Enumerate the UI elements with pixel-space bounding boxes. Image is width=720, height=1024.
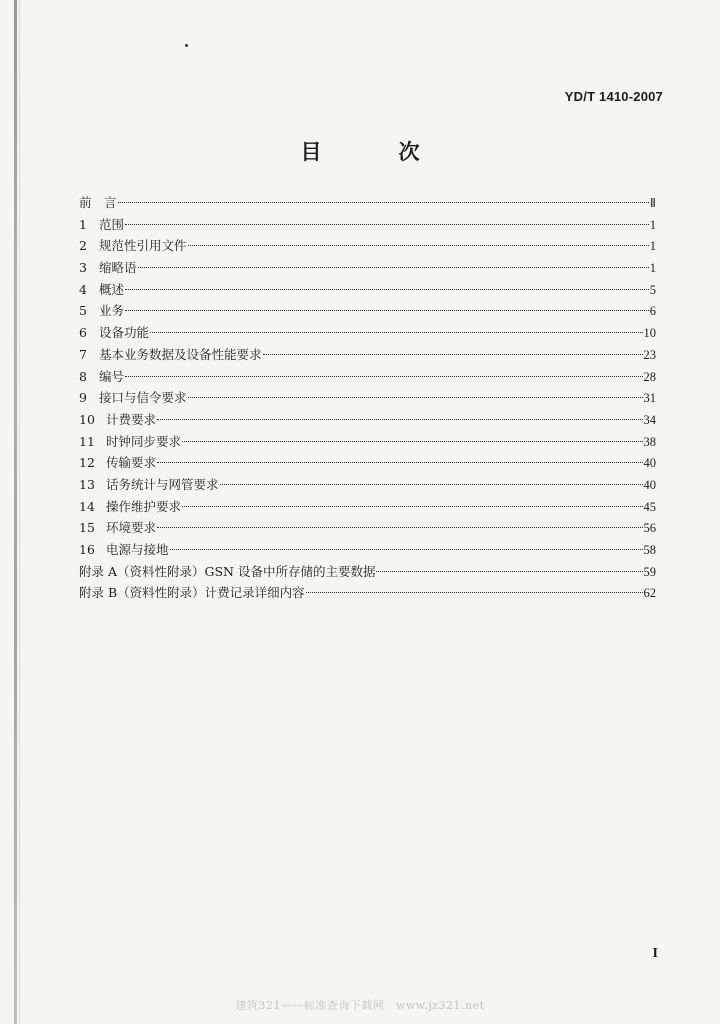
- toc-entry-number: 7: [79, 346, 87, 362]
- toc-leader-dots: [182, 441, 642, 442]
- toc-entry-title: 编号: [99, 368, 125, 384]
- toc-entry-label: [79, 300, 124, 322]
- toc-entry[interactable]: [79, 517, 656, 539]
- toc-entry-title: 附录 B（资料性附录）计费记录详细内容: [79, 585, 305, 601]
- table-of-contents: [79, 192, 656, 604]
- toc-entry-label: [79, 539, 169, 561]
- toc-entry-title: 前 言: [79, 195, 117, 210]
- toc-entry-number: 4: [79, 281, 87, 297]
- toc-entry-title: 规范性引用文件: [99, 238, 187, 254]
- toc-leader-dots: [157, 462, 642, 463]
- toc-entry-label: [79, 192, 117, 214]
- toc-entry-page: 1: [649, 261, 656, 276]
- toc-entry-number: 10: [79, 411, 95, 427]
- toc-entry-page: 58: [643, 543, 656, 557]
- toc-entry[interactable]: [79, 235, 656, 257]
- toc-entry[interactable]: [79, 431, 656, 453]
- toc-entry-title: 计费要求: [106, 411, 157, 427]
- toc-entry-number: 14: [79, 498, 95, 514]
- toc-entry-number: 5: [79, 303, 87, 319]
- toc-leader-dots: [125, 376, 642, 377]
- toc-entry-title: 附录 A（资料性附录）GSN 设备中所存储的主要数据: [79, 563, 376, 579]
- toc-entry-label: [79, 366, 124, 388]
- toc-entry-page: 10: [643, 326, 656, 341]
- toc-entry-number: 15: [79, 520, 95, 536]
- toc-entry-number: 13: [79, 476, 95, 492]
- toc-leader-dots: [170, 549, 643, 550]
- toc-entry-label: [79, 561, 375, 583]
- page-number: I: [652, 946, 658, 961]
- toc-entry[interactable]: [79, 214, 656, 236]
- toc-entry-page: 40: [643, 456, 656, 471]
- toc-entry[interactable]: [79, 366, 656, 388]
- toc-leader-dots: [306, 592, 643, 593]
- toc-entry-label: [79, 387, 187, 409]
- toc-entry-number: 16: [79, 542, 95, 557]
- toc-entry-number: 3: [79, 260, 87, 276]
- toc-entry-title: 操作维护要求: [106, 498, 182, 514]
- toc-entry-page: 23: [643, 347, 656, 362]
- toc-entry[interactable]: [79, 496, 656, 518]
- toc-entry[interactable]: [79, 582, 656, 604]
- toc-entry-title: 概述: [99, 281, 125, 297]
- toc-leader-dots: [125, 224, 649, 225]
- toc-entry-label: [79, 257, 137, 279]
- toc-leader-dots: [125, 310, 649, 311]
- toc-entry-title: 接口与信令要求: [99, 390, 187, 406]
- toc-entry-label: [79, 431, 181, 453]
- toc-entry-page: 38: [643, 434, 656, 449]
- toc-entry-label: [79, 235, 187, 257]
- toc-leader-dots: [125, 289, 649, 290]
- toc-leader-dots: [118, 202, 649, 203]
- toc-entry[interactable]: [79, 561, 656, 583]
- standard-code: YD/T 1410-2007: [564, 89, 663, 104]
- toc-entry-title: 范围: [99, 216, 125, 232]
- toc-entry-number: 2: [79, 238, 87, 254]
- toc-entry-title: 时钟同步要求: [106, 433, 182, 449]
- toc-leader-dots: [188, 397, 643, 398]
- toc-leader-dots: [157, 527, 642, 528]
- toc-leader-dots: [157, 419, 642, 420]
- toc-entry-label: [79, 344, 262, 366]
- toc-entry-label: [79, 452, 156, 474]
- toc-leader-dots: [182, 506, 642, 507]
- toc-entry-title: 业务: [99, 303, 125, 319]
- toc-entry-title: 设备功能: [99, 325, 150, 341]
- toc-entry-number: 1: [79, 216, 87, 232]
- toc-entry-label: [79, 496, 181, 518]
- toc-entry[interactable]: [79, 474, 656, 496]
- toc-entry[interactable]: [79, 452, 656, 474]
- toc-entry-title: 话务统计与网管要求: [106, 476, 219, 492]
- toc-leader-dots: [138, 267, 649, 268]
- toc-entry-page: 6: [649, 304, 656, 319]
- toc-entry[interactable]: [79, 300, 656, 322]
- toc-entry[interactable]: [79, 387, 656, 409]
- toc-entry[interactable]: [79, 322, 656, 344]
- toc-entry-label: [79, 279, 124, 301]
- toc-leader-dots: [263, 354, 643, 355]
- watermark-text: 建筑321——标准查询下载网 www.jz321.net: [235, 999, 485, 1012]
- toc-entry-title: 缩略语: [99, 260, 137, 276]
- toc-entry-label: [79, 474, 219, 496]
- toc-entry[interactable]: [79, 279, 656, 301]
- toc-entry-number: 6: [79, 325, 87, 341]
- toc-entry[interactable]: [79, 409, 656, 431]
- toc-entry-number: 9: [79, 390, 87, 406]
- scan-speck: [185, 44, 188, 47]
- toc-entry-page: Ⅱ: [649, 196, 656, 210]
- toc-entry-number: 12: [79, 455, 95, 471]
- toc-entry-label: [79, 214, 124, 236]
- toc-entry-title: 环境要求: [106, 520, 157, 536]
- toc-entry-number: 11: [79, 433, 95, 449]
- toc-entry-page: 56: [643, 521, 656, 536]
- toc-entry-page: 34: [643, 412, 656, 427]
- toc-entry[interactable]: [79, 257, 656, 279]
- toc-entry-page: 1: [649, 217, 656, 232]
- toc-entry-number: 8: [79, 368, 87, 384]
- toc-entry-page: 5: [649, 282, 656, 297]
- toc-entry-page: 45: [643, 499, 656, 514]
- toc-entry-page: 62: [643, 586, 656, 601]
- toc-entry[interactable]: [79, 344, 656, 366]
- toc-entry-page: 28: [643, 369, 656, 384]
- toc-entry[interactable]: [79, 539, 656, 561]
- toc-entry-title: 传输要求: [106, 455, 157, 471]
- toc-entry-label: [79, 322, 149, 344]
- toc-entry-title: 基本业务数据及设备性能要求: [99, 346, 262, 362]
- toc-leader-dots: [220, 484, 643, 485]
- toc-title: 目 次: [300, 140, 448, 164]
- toc-entry-page: 59: [643, 564, 656, 579]
- toc-leader-dots: [376, 571, 642, 572]
- toc-entry-label: [79, 517, 156, 539]
- toc-leader-dots: [188, 245, 649, 246]
- toc-entry-page: 40: [643, 477, 656, 492]
- toc-entry-label: [79, 409, 156, 431]
- toc-entry-page: 31: [643, 391, 656, 406]
- toc-entry[interactable]: [79, 192, 656, 214]
- toc-entry-page: 1: [649, 239, 656, 254]
- toc-entry-title: 电源与接地: [106, 542, 169, 557]
- toc-leader-dots: [150, 332, 642, 333]
- toc-entry-label: [79, 582, 305, 604]
